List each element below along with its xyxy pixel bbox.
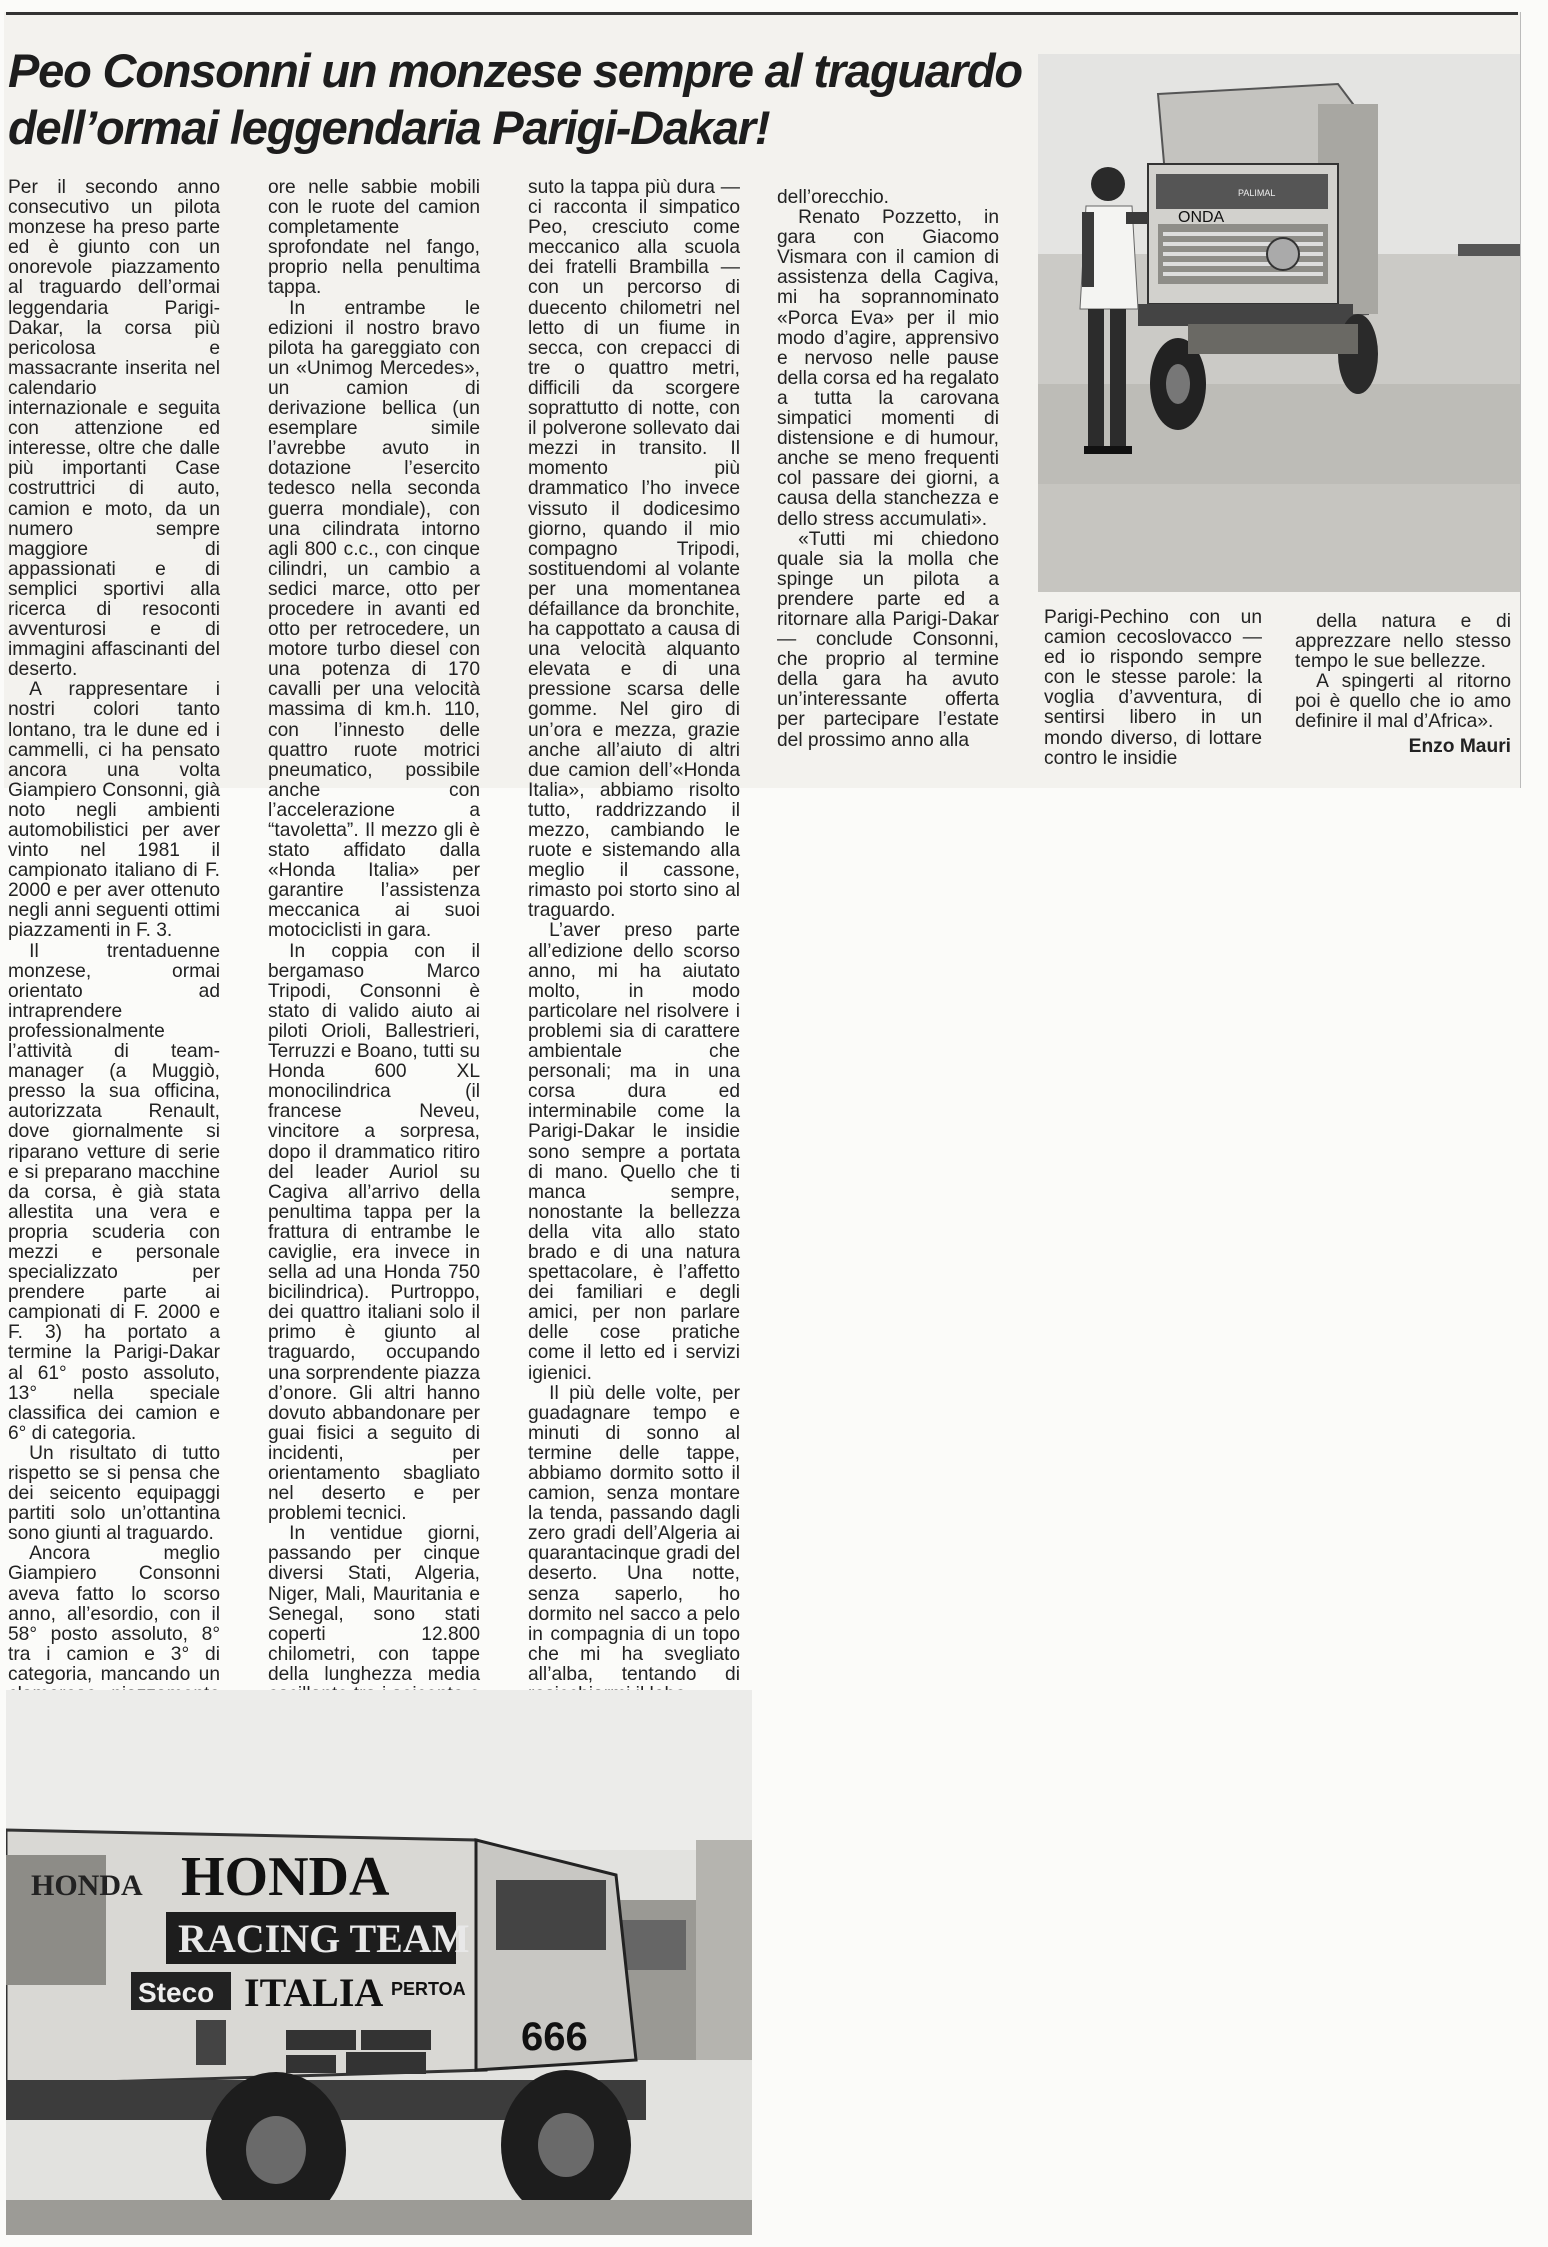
- article-paragraph: «Tutti mi chiedono quale sia la molla che spinge un pilota a prendere parte ed a ritornare alla Parigi-Dakar — conclude Consonni, che proprio al termine della gara ha avuto un’interessante offerta per partecipare l’estate del prossimo anno alla: [777, 528, 999, 751]
- article-paragraph: A spingerti al ritorno poi è quello che io amo definire il mal d’Africa».: [1295, 671, 1511, 733]
- article-paragraph: L’aver preso parte all’edizione dello scorso anno, mi ha aiutato molto, in modo particolare nel risolvere i problemi sia di carattere ambientale che personali; ma in una corsa dura ed interminabile come la Parigi-Dakar le insidie sono sempre a portata di mano. Quello che ti manca sempre, nonostante la bellezza della vita allo stato brado e di una natura spettacolare, è l’affetto dei familiari e degli amici, per non parlare delle cose pratiche come il letto ed i servizi igienici.: [528, 920, 740, 1384]
- truck-side-honda-text: HONDA: [31, 1869, 143, 1902]
- article-column-1: [8, 178, 220, 1745]
- article-paragraph: In entrambe le edizioni il nostro bravo pilota ha gareggiato con un «Unimog Mercedes», un camion di derivazione bellica (un esemplare simile l’avrebbe avuto in dotazione l’esercito tedesco nella seconda guerra mondiale), con una cilindrata intorno agli 800 c.c., con cinque cilindri, un cambio a sedici marce, otto per procedere in avanti ed otto per retrocedere, un motore turbo diesel con una potenza di 170 cavalli per una velocità massima di km.h. 110, con l’innesto delle quattro ruote motrici pneumatico, possibile anche con l’accelerazione a “tavoletta”. Il mezzo gli è stato affidato dalla «Honda Italia» per garantire l’assistenza meccanica ai suoi motociclisti in gara.: [268, 297, 480, 942]
- headline: Peo Consonni un monzese sempre al traguardo dell’ormai leggendaria Parigi-Dakar!: [8, 44, 1022, 154]
- article-paragraph: In ventidue giorni, passando per cinque diversi Stati, Algeria, Niger, Mali, Mauritania e Senegal, sono stati coperti 12.800 chilometri, con tappe della lunghezza media: [268, 1523, 480, 1685]
- truck-italia-text: ITALIA: [244, 1970, 384, 2015]
- article-column-4: [777, 188, 999, 751]
- article-column-6: [1295, 612, 1511, 757]
- article-paragraph: Per il secondo anno consecutivo un pilota monzese ha preso parte ed è giunto con un onorevole piazzamento al traguardo dell’ormai leggendaria Parigi-Dakar, la corsa più pericolosa e massacrante inserita nel calendario internazionale e seguita con attenzione ed interesse, oltre che dalle più importanti Case costruttrici di auto, camion e moto, da un numero sempre maggiore di appassionati e di semplici sportivi alla ricerca di resoconti avventurosi e di immagini affascinanti del deserto.: [8, 177, 220, 681]
- article-paragraph: Il trentaduenne monzese, ormai orientato ad intraprendere professionalmente l’attività di team-manager (a Muggiò, presso la sua officina, autorizzata Renault, dove giornalmente si riparano vetture di serie e si preparano macchine da corsa, è già stata allestita una vera e propria scuderia con mezzi e personale specializzato per prendere parte ai campionati di F. 2000 e F. 3) ha portato a termine la Parigi-Dakar al 61° posto assoluto, 13° nella speciale classifica dei camion e 6° di categoria.: [8, 940, 220, 1444]
- article-column-3: [528, 178, 740, 1705]
- truck-sponsor-text: PALIMAL: [1238, 188, 1276, 198]
- truck-number-text: 666: [521, 2015, 588, 2059]
- top-rule: [6, 12, 1518, 15]
- truck-logo-text: ONDA: [1178, 209, 1225, 226]
- article-paragraph: Renato Pozzetto, in gara con Giacomo Vismara con il camion di assistenza della Cagiva, mi ha soprannominato «Porca Eva» per il mio modo d’agire, apprensivo e nervoso nelle pause della corsa ed ha regalato a tutta la carovana simpatici momenti di distensione e di humour, anche se meno frequenti col passare dei giorni, a causa della stanchezza e dello stress accumulati».: [777, 207, 999, 530]
- clipping-edge: [1520, 12, 1521, 788]
- article-paragraph: Il più delle volte, per guadagnare tempo e minuti di sonno al termine delle tappe, abbiamo dormito sotto il camion, senza montare la tenda, passando dagli zero gradi dell’Algeria ai quarantacinque gradi del deserto. Una notte, senza saperlo, ho dormito nel sacco a pelo in compagnia di un topo che mi ha svegliato all’alba, tentando di: [528, 1382, 740, 1685]
- truck-racing-team-text: RACING TEAM: [178, 1916, 470, 1961]
- article-paragraph: A rappresentare i nostri colori tanto lontano, tra le dune ed i cammelli, ci ha pensato ancora una volta Giampiero Consonni, già noto negli ambienti automobilistici per aver vinto nel 1981 il campionato italiano di F. 2000 e per aver ottenuto negli anni seguenti ottimi piazzamenti in F. 3.: [8, 679, 220, 942]
- truck-pertoa-text: PERTOA: [391, 1979, 466, 1999]
- article-paragraph: ore nelle sabbie mobili con le ruote del camion completamente sprofondate nel fango, proprio nella penultima tappa.: [268, 177, 480, 299]
- article-paragraph: Parigi-Pechino con un camion cecoslovacco — ed io rispondo sempre con le stesse parole: la voglia d’avventura, di sentirsi libero in un mondo diverso, di lottare contro le insidie: [1044, 607, 1262, 769]
- byline: Enzo Mauri: [1408, 735, 1511, 757]
- article-column-5: [1044, 608, 1262, 769]
- truck-honda-text: HONDA: [181, 1846, 390, 1908]
- article-paragraph: In coppia con il bergamaso Marco Tripodi, Consonni è stato di valido aiuto ai piloti Orioli, Ballestrieri, Terruzzi e Boano, tutti su Honda 600 XL monocilindrica (il francese Neveu, vincitore a sorpresa, dopo il drammatico ritiro del leader Auriol su Cagiva all’arrivo della penultima tappa per la frattura di entrambe le caviglie, era invece in sella ad una Honda 750 bicilindrica). Purtroppo, dei quattro italiani solo il primo è giunto al traguardo, occupando una sorprendente piazza d’onore. Gli altri hanno dovuto abbandonare per guai fisici a seguito di incidenti, per orientamento sbagliato nel deserto e per problemi tecnici.: [268, 940, 480, 1525]
- truck-steco-text: Steco: [138, 1977, 215, 2008]
- article-paragraph: della natura e di apprezzare nello stesso tempo le sue bellezze.: [1295, 611, 1511, 673]
- photo-truck-driver: [1038, 54, 1520, 592]
- article-column-2: [268, 178, 480, 1745]
- article-paragraph: Un risultato di tutto rispetto se si pensa che dei seicento equipaggi partiti solo un’ottantina sono giunti al traguardo.: [8, 1442, 220, 1545]
- article-paragraph: Ancora meglio Giampiero Consonni aveva fatto lo scorso anno, all’esordio, con il 58° posto assoluto, 8° tra i camion e 3° di categoria, mancando un: [8, 1543, 220, 1685]
- photo-honda-truck: [6, 1690, 752, 2235]
- article-paragraph: suto la tappa più dura — ci racconta il simpatico Peo, cresciuto come meccanico alla scuola dei fratelli Brambilla — con un percorso di duecento chilometri nel letto di un fiume in secca, con crepacci di tre o quattro metri, difficili da scorgere soprattutto di notte, con il polverone sollevato dai mezzi in transito. Il momento più drammatico l’ho invece vissuto il dodicesimo giorno, quando il mio compagno Tripodi, sostituendomi al volante per una momentanea défaillance da bronchite, ha cappottato a causa di una velocità alquanto elevata e di una pressione scarsa delle gomme. Nel giro di un’ora e mezza, grazie anche all’aiuto di altri due camion dell’«Honda Italia», abbiamo risolto tutto, raddrizzando il mezzo, cambiando le ruote e sistemando alla meglio il cassone, rimasto poi storto sino al traguardo.: [528, 177, 740, 922]
- article-paragraph: dell’orecchio.: [777, 187, 889, 208]
